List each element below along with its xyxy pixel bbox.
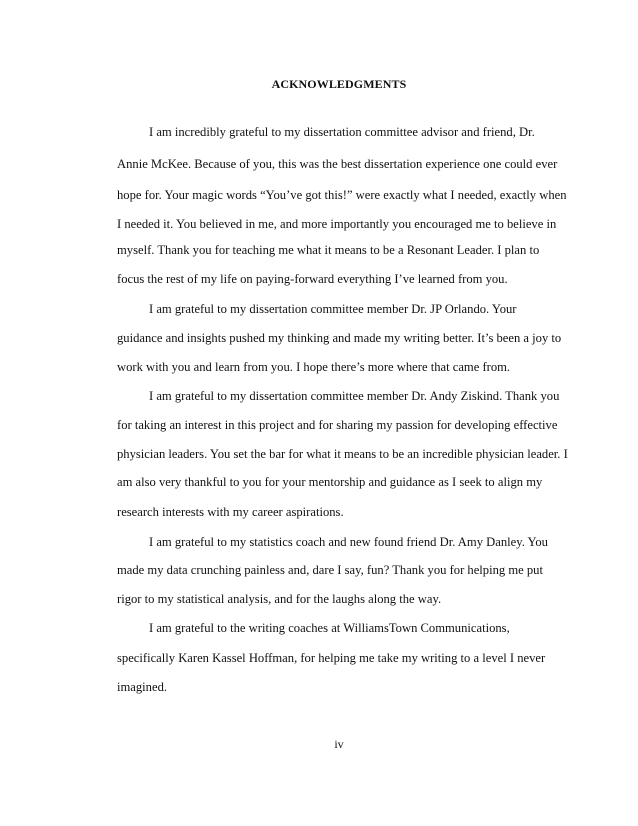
body-line: I am grateful to my dissertation committee member Dr. Andy Ziskind. Thank you: [149, 389, 560, 403]
body-line: for taking an interest in this project and for sharing my passion for developing effective: [117, 418, 558, 432]
body-line: rigor to my statistical analysis, and for the laughs along the way.: [117, 592, 442, 606]
body-line: I am grateful to my dissertation committee member Dr. JP Orlando. Your: [149, 302, 517, 316]
body-line: made my data crunching painless and, dare I say, fun? Thank you for helping me put: [117, 563, 543, 577]
body-line: am also very thankful to you for your mentorship and guidance as I seek to align my: [117, 475, 543, 489]
body-line: specifically Karen Kassel Hoffman, for helping me take my writing to a level I never: [117, 651, 546, 665]
body-line: I am grateful to my statistics coach and new found friend Dr. Amy Danley. You: [149, 535, 548, 549]
body-line: guidance and insights pushed my thinking and made my writing better. It’s been a joy to: [117, 331, 562, 345]
body-line: I needed it. You believed in me, and more importantly you encouraged me to believe in: [117, 217, 557, 231]
body-line: I am grateful to the writing coaches at WilliamsTown Communications,: [149, 621, 510, 635]
body-line: myself. Thank you for teaching me what it means to be a Resonant Leader. I plan to: [117, 243, 540, 257]
body-line: I am incredibly grateful to my dissertation committee advisor and friend, Dr.: [149, 125, 535, 139]
body-line: research interests with my career aspirations.: [117, 505, 344, 519]
page-title: ACKNOWLEDGMENTS: [271, 77, 407, 91]
body-line: work with you and learn from you. I hope there’s more where that came from.: [117, 360, 511, 374]
body-line: imagined.: [117, 680, 168, 694]
body-line: hope for. Your magic words “You’ve got this!” were exactly what I needed, exactly when: [117, 188, 567, 202]
body-line: physician leaders. You set the bar for what it means to be an incredible physician leader. I: [117, 447, 568, 461]
page-number: iv: [334, 737, 344, 751]
body-line: Annie McKee. Because of you, this was the best dissertation experience one could ever: [117, 157, 558, 171]
body-line: focus the rest of my life on paying-forward everything I’ve learned from you.: [117, 272, 508, 286]
